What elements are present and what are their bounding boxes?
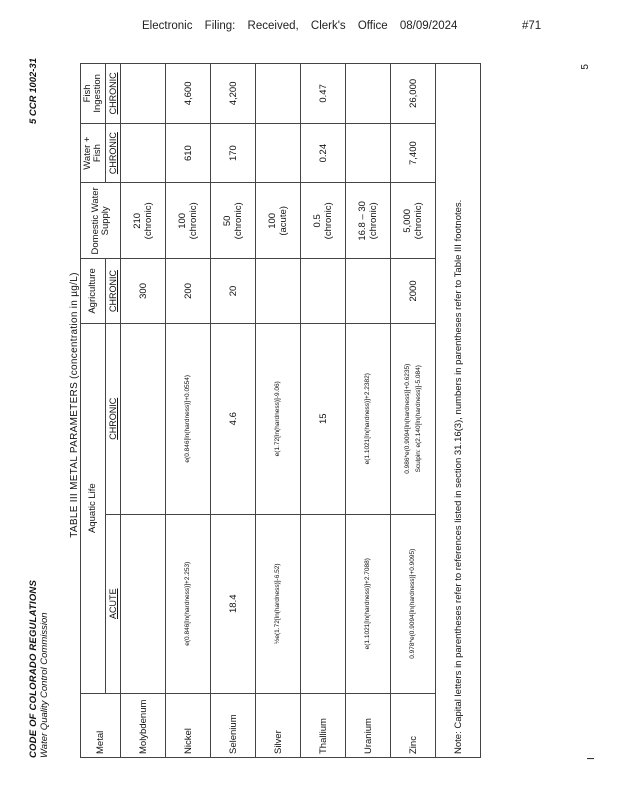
cell-water-fish: 610 (166, 123, 211, 183)
dws-type: (chronic) (413, 202, 424, 240)
chronic-formula: 0.986*e(0.9094[ln(hardness)]+0.6235) (404, 363, 411, 474)
cell-agriculture: 20 (211, 259, 256, 323)
table-row (301, 64, 346, 758)
cell-chronic: e(1.72[ln(hardness)]-9.06) (256, 323, 301, 514)
filing-header (0, 20, 618, 36)
header-row-top (81, 64, 106, 758)
cell-chronic: 15 (301, 323, 346, 514)
cell-agriculture (301, 259, 346, 323)
cell-domestic-water (301, 183, 346, 259)
cell-acute (121, 514, 166, 693)
table-row (121, 64, 166, 758)
page-header-left (28, 580, 50, 758)
header-aquatic-life: Aquatic Life (81, 323, 106, 693)
corner-mark: I (586, 757, 597, 760)
header-ag-chronic: CHRONIC (106, 259, 121, 323)
cell-agriculture: 200 (166, 259, 211, 323)
header-agriculture: Agriculture (81, 259, 106, 323)
table-row (391, 64, 436, 758)
cell-acute: e(1.1021[ln(hardness)]+2.7088) (346, 514, 391, 693)
dws-value: 210 (132, 212, 143, 229)
cell-metal: Selenium (211, 693, 256, 757)
header-wf-chronic: CHRONIC (106, 123, 121, 183)
cell-chronic: e(0.846[ln(hardness)]+0.0554) (166, 323, 211, 514)
dws-type: (chronic) (143, 202, 154, 240)
cell-agriculture: 300 (121, 259, 166, 323)
agency-name: CODE OF COLORADO REGULATIONS (28, 579, 39, 758)
cell-water-fish: 170 (211, 123, 256, 183)
header-domestic-water: Domestic Water Supply (81, 183, 121, 259)
cell-agriculture (256, 259, 301, 323)
dws-type: (chronic) (233, 202, 244, 240)
header-row-sub (106, 64, 121, 758)
cell-chronic: e(1.1021[ln(hardness)]+2.2382) (346, 323, 391, 514)
table-row (166, 64, 211, 758)
cell-fish-ingestion: 4,600 (166, 64, 211, 124)
table-row (256, 64, 301, 758)
cell-water-fish (121, 123, 166, 183)
dws-value: 0.5 (312, 214, 323, 228)
table-row (346, 64, 391, 758)
cell-fish-ingestion: 26,000 (391, 64, 436, 124)
header-chronic: CHRONIC (106, 323, 121, 514)
rotated-page-area (20, 40, 600, 770)
subagency-name: Water Quality Control Commission (39, 612, 50, 758)
page-number: 5 (580, 64, 591, 70)
cell-metal: Thallium (301, 693, 346, 757)
cell-acute: e(0.846[ln(hardness)]+2.253) (166, 514, 211, 693)
cell-water-fish (346, 123, 391, 183)
cell-fish-ingestion: 4,200 (211, 64, 256, 124)
cell-acute: 18.4 (211, 514, 256, 693)
regulation-number: 5 CCR 1002-31 (28, 58, 39, 125)
cell-acute: 0.978*e(0.9094[ln(hardness)]+0.9095) (391, 514, 436, 693)
cell-domestic-water (211, 183, 256, 259)
dws-type: (chronic) (368, 202, 379, 240)
cell-metal: Zinc (391, 693, 436, 757)
cell-chronic (121, 323, 166, 514)
cell-acute: ½e(1.72[ln(hardness)]-6.52) (256, 514, 301, 693)
table-note: Note: Capital letters in parentheses refer to references listed in section 31.16(3), numbers in parentheses refer to Table III footnotes. (436, 64, 481, 758)
header-metal: Metal (81, 693, 121, 757)
cell-acute (301, 514, 346, 693)
cell-fish-ingestion: 0.47 (301, 64, 346, 124)
cell-water-fish: 7,400 (391, 123, 436, 183)
cell-water-fish: 0.24 (301, 123, 346, 183)
cell-agriculture: 2000 (391, 259, 436, 323)
cell-fish-ingestion (256, 64, 301, 124)
dws-value: 50 (222, 215, 233, 227)
dws-value: 16.8 – 30 (357, 201, 368, 241)
cell-metal: Uranium (346, 693, 391, 757)
cell-chronic (391, 323, 436, 514)
header-fish-ingestion: Fish Ingestion (81, 64, 106, 124)
cell-metal: Silver (256, 693, 301, 757)
regulation-page (20, 40, 600, 770)
cell-metal: Molybdenum (121, 693, 166, 757)
dws-type: (acute) (278, 206, 289, 236)
filing-stamp: Electronic Filing: Received, Clerk's Office 08/09/2024 (142, 20, 458, 32)
cell-agriculture (346, 259, 391, 323)
cell-fish-ingestion (121, 64, 166, 124)
cell-metal: Nickel (166, 693, 211, 757)
cell-domestic-water (391, 183, 436, 259)
cell-fish-ingestion (346, 64, 391, 124)
cell-chronic: 4.6 (211, 323, 256, 514)
cell-domestic-water (166, 183, 211, 259)
dws-type: (chronic) (188, 202, 199, 240)
header-water-fish: Water + Fish (81, 123, 106, 183)
cell-domestic-water (256, 183, 301, 259)
table-row (211, 64, 256, 758)
cell-domestic-water (346, 183, 391, 259)
chronic-formula-sculpin: Sculpin: e(2.140[ln(hardness)]-5.084) (415, 365, 422, 473)
dws-value: 100 (267, 212, 278, 229)
dws-type: (chronic) (323, 202, 334, 240)
cell-water-fish (256, 123, 301, 183)
header-acute: ACUTE (106, 514, 121, 693)
header-fi-chronic: CHRONIC (106, 64, 121, 124)
cell-domestic-water (121, 183, 166, 259)
table-title: TABLE III METAL PARAMETERS (concentration in µg/L) (69, 272, 80, 538)
dws-value: 100 (177, 212, 188, 229)
dws-value: 5,000 (402, 208, 413, 233)
note-row (436, 64, 481, 758)
document-number: #71 (522, 20, 542, 32)
metals-table (80, 63, 481, 758)
